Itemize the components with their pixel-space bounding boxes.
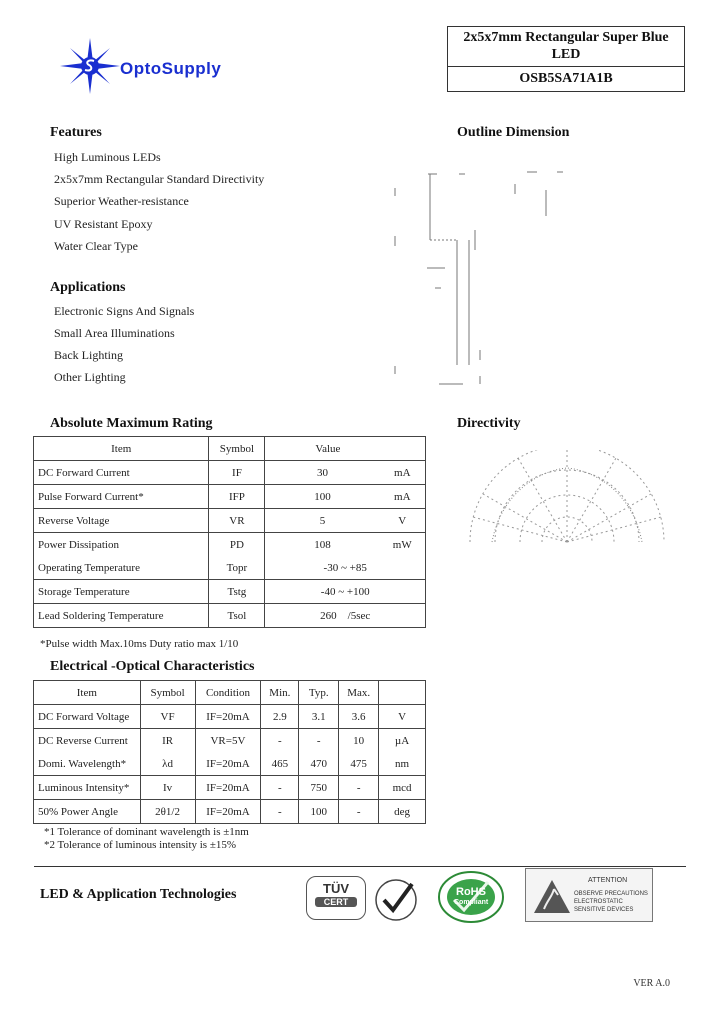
outline-heading: Outline Dimension xyxy=(457,125,570,140)
brand-name: OptoSupply xyxy=(120,59,222,78)
esd-attention-box xyxy=(525,868,653,922)
table-row: Reverse Voltage VR 5 V xyxy=(34,509,426,533)
table-row: 50% Power Angle 2θ1/2 IF=20mA - 100 - deg xyxy=(34,800,426,824)
feature-item: High Luminous LEDs xyxy=(54,150,161,164)
directivity-polar-plot xyxy=(462,450,672,550)
feature-item: UV Resistant Epoxy xyxy=(54,217,153,231)
table-row: Domi. Wavelength* λd IF=20mA 465 470 475 nm xyxy=(34,752,426,776)
application-item: Small Area Illuminations xyxy=(54,326,175,340)
table-row: Power Dissipation PD 108 mW xyxy=(34,533,426,557)
attention-label: ATTENTION xyxy=(588,877,628,884)
feature-item: 2x5x7mm Rectangular Standard Directivity xyxy=(54,172,265,186)
application-item: Back Lighting xyxy=(54,348,123,362)
rohs-badge xyxy=(436,870,506,924)
optosupply-logo-icon xyxy=(58,36,122,96)
col-symbol: Symbol xyxy=(209,437,265,461)
product-title xyxy=(448,27,684,67)
abs-max-table xyxy=(33,436,426,628)
esd-line-3: SENSITIVE DEVICES xyxy=(574,907,634,913)
cert-label: CERT xyxy=(315,897,357,907)
applications-heading: Applications xyxy=(50,280,126,295)
outline-dimension-drawing xyxy=(385,160,585,395)
tuv-cert-badge xyxy=(306,876,366,920)
eo-table xyxy=(33,680,426,824)
eo-heading: Electrical -Optical Characteristics xyxy=(50,659,255,674)
table-row: Storage Temperature Tstg -40 ~ +100 xyxy=(34,580,426,604)
part-number: OSB5SA71A1B xyxy=(519,71,613,86)
table-header-row xyxy=(34,437,426,461)
checkmark-cert-icon xyxy=(370,874,422,922)
directivity-heading: Directivity xyxy=(457,416,521,431)
abs-max-heading: Absolute Maximum Rating xyxy=(50,416,213,431)
table-row: Luminous Intensity* Iv IF=20mA - 750 - mcd xyxy=(34,776,426,800)
esd-line-1: OBSERVE PRECAUTIONS xyxy=(574,891,648,897)
table-row: DC Reverse Current IR VR=5V - - 10 µA xyxy=(34,729,426,753)
eo-note-1: *1 Tolerance of dominant wavelength is ±1nm xyxy=(44,826,249,838)
table-row: Lead Soldering Temperature Tsol 260 /5sec xyxy=(34,604,426,628)
title-box xyxy=(447,26,685,92)
feature-item: Water Clear Type xyxy=(54,239,138,253)
compliant-label: Compliant xyxy=(454,899,489,906)
col-value: Value xyxy=(265,437,426,461)
application-item: Other Lighting xyxy=(54,370,126,384)
table-row: DC Forward Current IF 30 mA xyxy=(34,461,426,485)
abs-max-note: *Pulse width Max.10ms Duty ratio max 1/10 xyxy=(40,638,239,650)
table-row: DC Forward Voltage VF IF=20mA 2.9 3.1 3.6 V xyxy=(34,705,426,729)
title-line-1: 2x5x7mm Rectangular Super Blue xyxy=(463,30,669,45)
eo-note-2: *2 Tolerance of luminous intensity is ±15% xyxy=(44,839,237,851)
title-line-2: LED xyxy=(551,47,581,62)
feature-item: Superior Weather-resistance xyxy=(54,194,189,208)
footer-divider xyxy=(34,866,686,867)
table-row: Operating Temperature Topr -30 ~ +85 xyxy=(34,556,426,580)
esd-warning-icon xyxy=(532,877,572,917)
table-header-row: Item Symbol Condition Min. Typ. Max. xyxy=(34,681,426,705)
table-row: Pulse Forward Current* IFP 100 mA xyxy=(34,485,426,509)
rohs-label: RoHS xyxy=(456,886,486,898)
col-item: Item xyxy=(34,437,209,461)
esd-line-2: ELECTROSTATIC xyxy=(574,899,623,905)
company-line: LED & Application Technologies xyxy=(40,887,237,902)
application-item: Electronic Signs And Signals xyxy=(54,304,195,318)
tuv-label: TÜV xyxy=(323,881,349,896)
version-label: VER A.0 xyxy=(633,978,670,989)
features-heading: Features xyxy=(50,125,102,140)
